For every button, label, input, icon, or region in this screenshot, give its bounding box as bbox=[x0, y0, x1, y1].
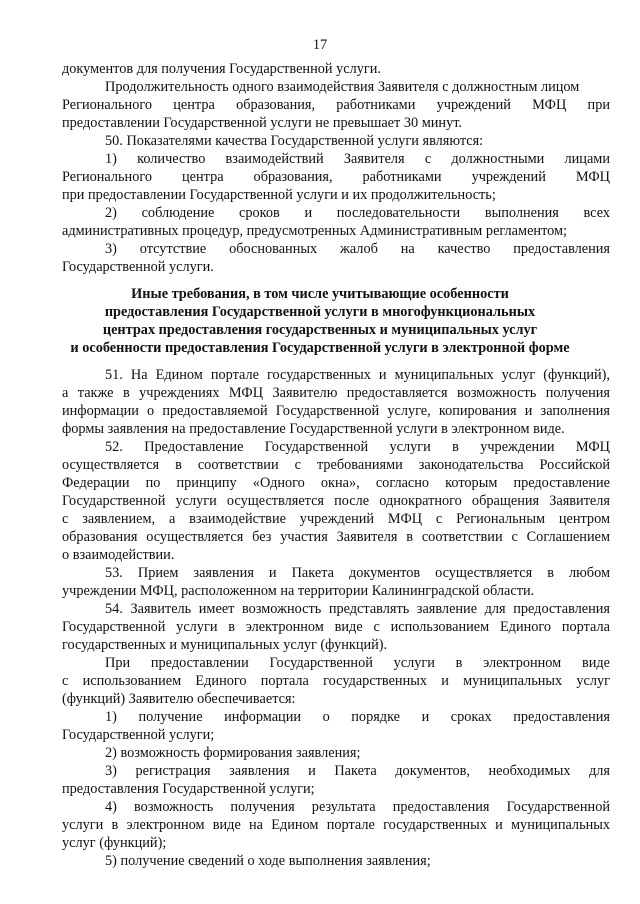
text-line: услуг (функций); bbox=[62, 835, 167, 851]
text-line: Регионального центра образования, работниками учреждений МФЦ bbox=[62, 169, 610, 185]
text-line: (функций) Заявителю обеспечивается: bbox=[62, 691, 296, 707]
text-line: осуществляется в соответствии с требованиями законодательства Российской bbox=[62, 457, 610, 473]
text-line: 2) соблюдение сроков и последовательности выполнения всех bbox=[105, 205, 610, 221]
text-line: предоставления Государственной услуги; bbox=[62, 781, 315, 797]
text-line: 3) регистрация заявления и Пакета документов, необходимых для bbox=[105, 763, 610, 779]
text-line: предоставлении Государственной услуги не превышает 30 минут. bbox=[62, 115, 462, 131]
text-line: при предоставлении Государственной услуги и их продолжительность; bbox=[62, 187, 496, 203]
text-line: 1) количество взаимодействий Заявителя с должностными лицами bbox=[105, 151, 610, 167]
text-line: образования осуществляется без участия Заявителя в соответствии с Соглашением bbox=[62, 529, 610, 545]
section-heading: центрах предоставления государственных и муниципальных услуг bbox=[102, 322, 538, 338]
text-line: 51. На Едином портале государственных и муниципальных услуг (функций), bbox=[105, 367, 610, 383]
text-line: 53. Прием заявления и Пакета документов осуществляется в любом bbox=[105, 565, 610, 581]
text-line: Продолжительность одного взаимодействия Заявителя с должностным лицом bbox=[105, 79, 580, 95]
text-line: информации о предоставляемой Государственной услуге, копирования и заполнения bbox=[62, 403, 610, 419]
text-line: о взаимодействии. bbox=[62, 547, 175, 563]
text-line: 3) отсутствие обоснованных жалоб на качество предоставления bbox=[105, 241, 610, 257]
text-line: формы заявления на предоставление Государственной услуги в электронном виде. bbox=[62, 421, 565, 437]
text-line: с заявлением, а взаимодействие учреждений МФЦ с Региональным центром bbox=[62, 511, 610, 527]
section-heading: предоставления Государственной услуги в многофункциональных bbox=[104, 304, 536, 320]
text-line: 52. Предоставление Государственной услуги в учреждении МФЦ bbox=[105, 439, 610, 455]
text-line: учреждении МФЦ, расположенном на территории Калининградской области. bbox=[62, 583, 535, 599]
text-line: 1) получение информации о порядке и сроках предоставления bbox=[105, 709, 610, 725]
text-line: Регионального центра образования, работниками учреждений МФЦ при bbox=[62, 97, 610, 113]
text-line: 50. Показателями качества Государственной услуги являются: bbox=[105, 133, 484, 149]
text-line: государственных и муниципальных услуг (функций). bbox=[62, 637, 388, 653]
text-line: административных процедур, предусмотренных Административным регламентом; bbox=[62, 223, 568, 239]
page-number: 17 bbox=[312, 37, 328, 53]
section-heading: и особенности предоставления Государственной услуги в электронной форме bbox=[70, 340, 570, 356]
text-line: 4) возможность получения результата предоставления Государственной bbox=[105, 799, 610, 815]
text-line: При предоставлении Государственной услуги в электронном виде bbox=[105, 655, 610, 671]
text-line: 54. Заявитель имеет возможность представлять заявление для предоставления bbox=[105, 601, 610, 617]
text-line: Государственной услуги. bbox=[62, 259, 214, 275]
text-line: 2) возможность формирования заявления; bbox=[105, 745, 361, 761]
text-line: а также в учреждениях МФЦ Заявителю предоставляется возможность получения bbox=[62, 385, 610, 401]
text-line: Федерации по принципу «Одного окна», согласно которым предоставление bbox=[62, 475, 610, 491]
text-line: документов для получения Государственной услуги. bbox=[62, 61, 381, 77]
text-line: Государственной услуги осуществляется после однократного обращения Заявителя bbox=[62, 493, 610, 509]
text-line: услуги в электронном виде на Едином портале государственных и муниципальных bbox=[62, 817, 610, 833]
text-line: Государственной услуги; bbox=[62, 727, 215, 743]
text-line: Государственной услуги в электронном виде с использованием Единого портала bbox=[62, 619, 610, 635]
section-heading: Иные требования, в том числе учитывающие особенности bbox=[131, 286, 509, 302]
text-line: с использованием Единого портала государственных и муниципальных услуг bbox=[62, 673, 610, 689]
text-line: 5) получение сведений о ходе выполнения заявления; bbox=[105, 853, 431, 869]
